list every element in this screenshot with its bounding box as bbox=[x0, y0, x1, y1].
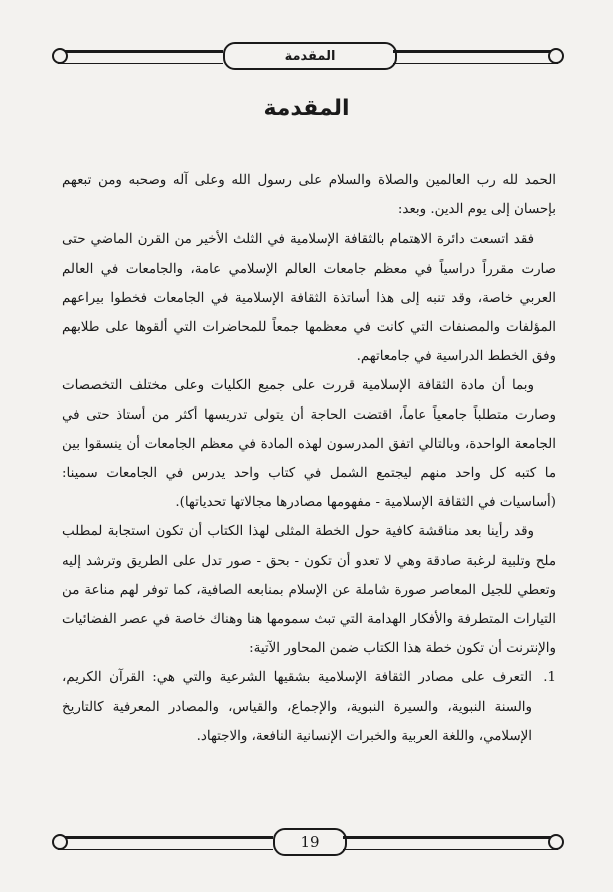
footer-rule-cap-right bbox=[548, 834, 564, 850]
footer-rule-right bbox=[343, 836, 558, 850]
list-item bbox=[62, 663, 556, 751]
page-footer-ornament bbox=[58, 828, 558, 856]
paragraph: وبما أن مادة الثقافة الإسلامية قررت على جميع الكليات وعلى مختلف التخصصات وصارت متطلباً جامعياً عاماً، اقتضت الحاجة أن يتولى تدريسها أكثر من أستاذ حتى في الجامعة الواحدة، وبالتالي اتفق المدرسون لهذه المادة في معظم الجامعات أن ينسقوا بين ما كتبه كل واحد منهم ليجتمع الشمل في كتاب واحد يدرس في الجامعات سمينا: (أساسيات في الثقافة الإسلامية - مفهومها مصادرها مجالاتها تحدياتها). bbox=[62, 378, 556, 511]
body-text bbox=[62, 166, 556, 751]
footer-rule-left bbox=[58, 836, 273, 850]
paragraph-opening: الحمد لله رب العالمين والصلاة والسلام على رسول الله وعلى آله وصحبه ومن تبعهم بإحسان إلى يوم الدين. وبعد: bbox=[62, 173, 556, 218]
list-item-text: التعرف على مصادر الثقافة الإسلامية بشقيها الشرعية والتي هي: القرآن الكريم، والسنة النبوية، والسيرة النبوية، والإجماع، والقياس، والمصادر المعرفية كالتاريخ الإسلامي، واللغة العربية والخبرات الإنسانية النافعة، والاجتهاد. bbox=[62, 670, 532, 744]
header-rule-cap-left bbox=[52, 48, 68, 64]
list-item-number: 1. bbox=[543, 670, 556, 686]
header-rule-cap-right bbox=[548, 48, 564, 64]
page-number: 19 bbox=[273, 828, 347, 856]
header-rule-right bbox=[393, 50, 558, 64]
chapter-heading: المقدمة bbox=[263, 96, 350, 121]
running-title: المقدمة bbox=[223, 42, 397, 70]
paragraph: فقد اتسعت دائرة الاهتمام بالثقافة الإسلامية في الثلث الأخير من القرن الماضي حتى صارت مقرراً دراسياً في معظم جامعات العالم الإسلامي عامة، والجامعات في العالم العربي خاصة، وقد تنبه إلى هذا أساتذة الثقافة الإسلامية في الجامعات فخطوا بيراعهم المؤلفات والمصنفات التي كانت في معظمها جمعاً للمحاضرات التي ألقوها على طلابهم وفق الخطط الدراسية في جامعاتهم. bbox=[62, 232, 556, 365]
paragraph: وقد رأينا بعد مناقشة كافية حول الخطة المثلى لهذا الكتاب أن تكون استجابة لمطلب ملح وتلبية لرغبة صادقة وهي لا تعدو أن تكون - بحق - صور تدل على الطريق وترشد إليه وتعطي للجيل المعاصر صورة شاملة عن الإسلام بمنابعه الصافية، كما توفر لهم مناعة من التيارات المتطرفة والأفكار الهدامة التي تبث سمومها هنا وهناك خاصة في عصر الفضائيات والإنترنت أن تكون خطة هذا الكتاب ضمن المحاور الآتية: bbox=[62, 524, 556, 657]
page-header-ornament bbox=[58, 40, 558, 70]
header-rule-left bbox=[58, 50, 223, 64]
footer-rule-cap-left bbox=[52, 834, 68, 850]
